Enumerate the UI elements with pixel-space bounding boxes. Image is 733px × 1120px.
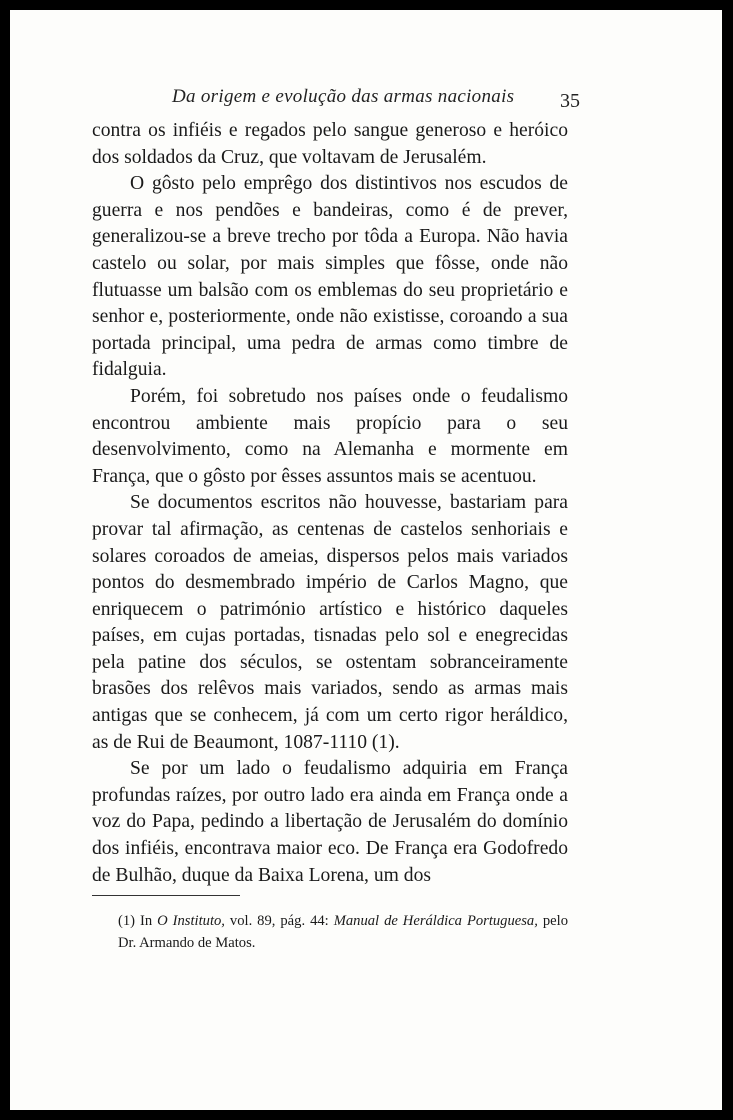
footnote-reference: (1) (371, 731, 395, 753)
footnote (118, 910, 568, 954)
paragraph: Se por um lado o feudalismo adquiria em França profundas raízes, por outro lado era ainda em França onde a voz do Papa, pedindo a libertação de Jerusalém do domínio dos infiéis, encontrava maior eco. De França era Godofredo de Bulhão, duque da Baixa Lorena, um dos (92, 758, 568, 886)
footnote-volume: vol. 89, pág. 44: (229, 913, 329, 929)
paragraph: Porém, foi sobretudo nos países onde o feudalismo encontrou ambiente mais propício para o seu desenvolvimento, como na Alemanha e mormente em França, que o gôsto por êsses assuntos mais se acentuou. (92, 385, 568, 487)
running-title: Da origem e evolução das armas nacionais (172, 86, 515, 107)
footnote-author: pelo Dr. Armando de Matos. (118, 913, 568, 951)
footnote-divider (92, 895, 240, 896)
paragraph-with-footnote (92, 490, 568, 756)
footnote-in: In (140, 913, 153, 929)
running-head (90, 84, 580, 114)
paragraph-text: Se documentos escritos não houvesse, bastariam para provar tal afirmação, as centenas de castelos senhoriais e solares coroados de ameias, dispersos pelos mais variados pontos do desmembrado império de Carlos Magno, que enriquecem o património artístico e histórico daqueles países, em cujas portadas, tisnadas pelo sol e enegrecidas pela patine dos séculos, se ostentam sobranceiramente brasões dos relêvos mais variados, sendo as armas mais antigas que se conhecem, já com um certo rigor heráldico, as de Rui de Beaumont, 1087-1110 (92, 492, 568, 753)
paragraph: O gôsto pelo emprêgo dos distintivos nos escudos de guerra e nos pendões e bandeiras, como é de prever, generalizou-se a breve trecho por tôda a Europa. Não havia castelo ou solar, por mais simples que fôsse, onde não flutuasse um balsão com os emblemas do seu proprietário e senhor e, posteriormente, onde não existisse, coroando a sua portada principal, uma pedra de armas como timbre de fidalguia. (92, 173, 568, 381)
body-text (92, 118, 568, 889)
footnote-work-title: Manual de Heráldica Portuguesa, (333, 913, 538, 929)
page-number: 35 (560, 90, 580, 112)
footnote-source-title: O Instituto, (157, 913, 225, 929)
paragraph-continuation: contra os infiéis e regados pelo sangue generoso e heróico dos soldados da Cruz, que voltavam de Jerusalém. (92, 120, 568, 168)
book-page (10, 10, 722, 1110)
sentence-end: . (394, 731, 400, 753)
footnote-marker: (1) (118, 913, 136, 929)
